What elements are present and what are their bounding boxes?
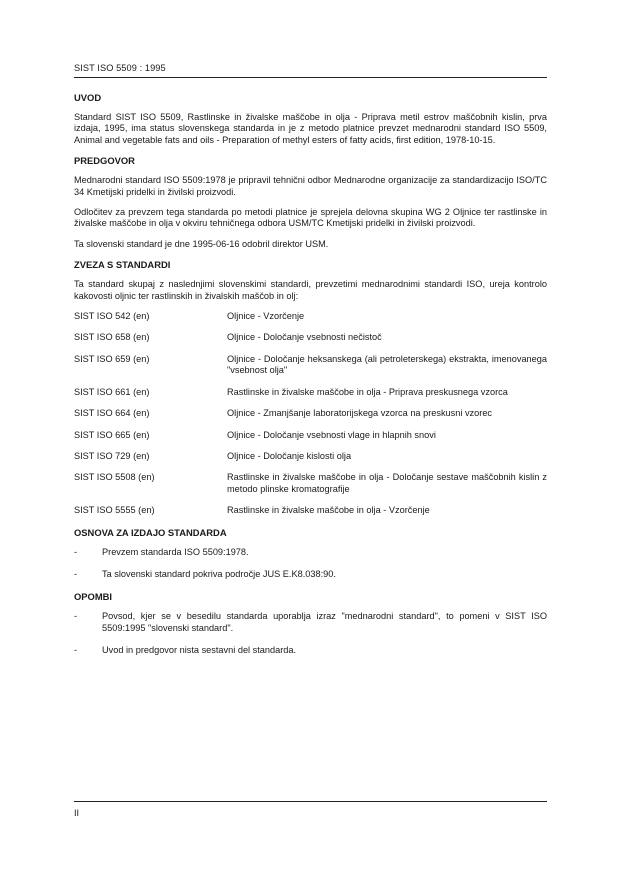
bullet-text: Ta slovenski standard pokriva področje JUS E.K8.038:90. — [102, 568, 336, 579]
standard-title: Rastlinske in živalske maščobe in olja - Določanje sestave maščobnih kislin z metodo plinske kromatografije — [227, 472, 547, 494]
standard-code: SIST ISO 5555 (en) — [74, 505, 155, 516]
standard-code: SIST ISO 665 (en) — [74, 429, 150, 440]
section-heading-zveza: ZVEZA S STANDARDI — [74, 259, 171, 271]
standard-row — [74, 408, 547, 419]
zveza-intro: Ta standard skupaj z naslednjimi slovenskimi standardi, prevzetimi mednarodnimi standardi ISO, ureja kontrolo kakovosti oljnic ter rastlinskih in živalskih maščob in olj: — [74, 279, 547, 301]
standard-row — [74, 451, 547, 462]
section-heading-uvod: UVOD — [74, 92, 102, 103]
standard-title: Oljnice - Zmanjšanje laboratorijskega vzorca na preskusni vzorec — [227, 408, 493, 419]
footer-rule — [74, 801, 547, 802]
standard-title: Oljnice - Določanje vsebnosti vlage in hlapnih snovi — [227, 429, 436, 440]
predgovor-paragraph-2: Odločitev za prevzem tega standarda po metodi platnice je sprejela delovna skupina WG 2 Oljnice ter rastlinske in živalske maščobe in olja v okviru tehničnega odbora USM/TC Kmetijski pridelki in živilski proizvodi. — [74, 207, 547, 229]
standard-row — [74, 430, 547, 441]
standard-title: Rastlinske in živalske maščobe in olja - Priprava preskusnega vzorca — [227, 386, 508, 397]
list-item — [74, 547, 547, 558]
bullet-dash: - — [74, 611, 78, 622]
standard-code: SIST ISO 661 (en) — [74, 386, 150, 397]
page-number: II — [74, 808, 80, 818]
standards-list — [74, 311, 547, 516]
predgovor-paragraph-3: Ta slovenski standard je dne 1995-06-16 odobril direktor USM. — [74, 238, 329, 249]
standard-row — [74, 332, 547, 343]
standard-row — [74, 354, 547, 377]
section-heading-predgovor: PREDGOVOR — [74, 155, 135, 167]
standard-title: Oljnice - Določanje heksanskega (ali petroleterskega) ekstrakta, imenovanega "vsebnost olja" — [227, 353, 547, 376]
standard-code: SIST ISO 658 (en) — [74, 332, 150, 343]
list-item — [74, 611, 547, 634]
standard-row — [74, 311, 547, 322]
standard-title: Oljnice - Vzorčenje — [227, 311, 305, 322]
list-item — [74, 645, 547, 656]
header-rule — [74, 77, 547, 78]
page-content — [74, 84, 547, 668]
standard-row — [74, 387, 547, 398]
section-heading-osnova: OSNOVA ZA IZDAJO STANDARDA — [74, 526, 227, 538]
standard-code: SIST ISO 659 (en) — [74, 353, 150, 364]
standard-code: SIST ISO 664 (en) — [74, 408, 150, 419]
standard-title: Oljnice - Določanje kislosti olja — [227, 450, 352, 461]
list-item — [74, 569, 547, 580]
section-heading-opombi: OPOMBI — [74, 591, 113, 603]
bullet-dash: - — [74, 568, 78, 579]
bullet-text: Povsod, kjer se v besedilu standarda uporablja izraz "mednarodni standard", to pomeni v SIST ISO 5509:1995 "slovenski standard". — [102, 611, 547, 633]
standard-code: SIST ISO 542 (en) — [74, 311, 150, 322]
bullet-dash: - — [74, 645, 78, 656]
standard-code: SIST ISO 5508 (en) — [74, 472, 155, 483]
page-header: SIST ISO 5509 : 1995 — [74, 63, 166, 73]
predgovor-paragraph-1: Mednarodni standard ISO 5509:1978 je pripravil tehnični odbor Mednarodne organizacije za standardizacijo ISO/TC 34 Kmetijski pridelki in živilski proizvodi. — [74, 175, 547, 197]
standard-code: SIST ISO 729 (en) — [74, 450, 150, 461]
uvod-paragraph: Standard SIST ISO 5509, Rastlinske in živalske maščobe in olja - Priprava metil estrov maščobnih kislin, prva izdaja, 1995, ima status slovenskega standarda in je z metodo platnice prevzet mednarodni standard ISO 5509, Animal and vegetable fats and oils - Preparation of methyl esters of fatty acids, first edition, 1978-10-15. — [74, 112, 547, 145]
bullet-text: Prevzem standarda ISO 5509:1978. — [102, 546, 249, 557]
bullet-text: Uvod in predgovor nista sestavni del standarda. — [102, 645, 297, 656]
standard-title: Rastlinske in živalske maščobe in olja - Vzorčenje — [227, 505, 430, 516]
standard-row — [74, 472, 547, 495]
standard-title: Oljnice - Določanje vsebnosti nečistoč — [227, 332, 382, 343]
bullet-dash: - — [74, 546, 78, 557]
standard-row — [74, 505, 547, 516]
